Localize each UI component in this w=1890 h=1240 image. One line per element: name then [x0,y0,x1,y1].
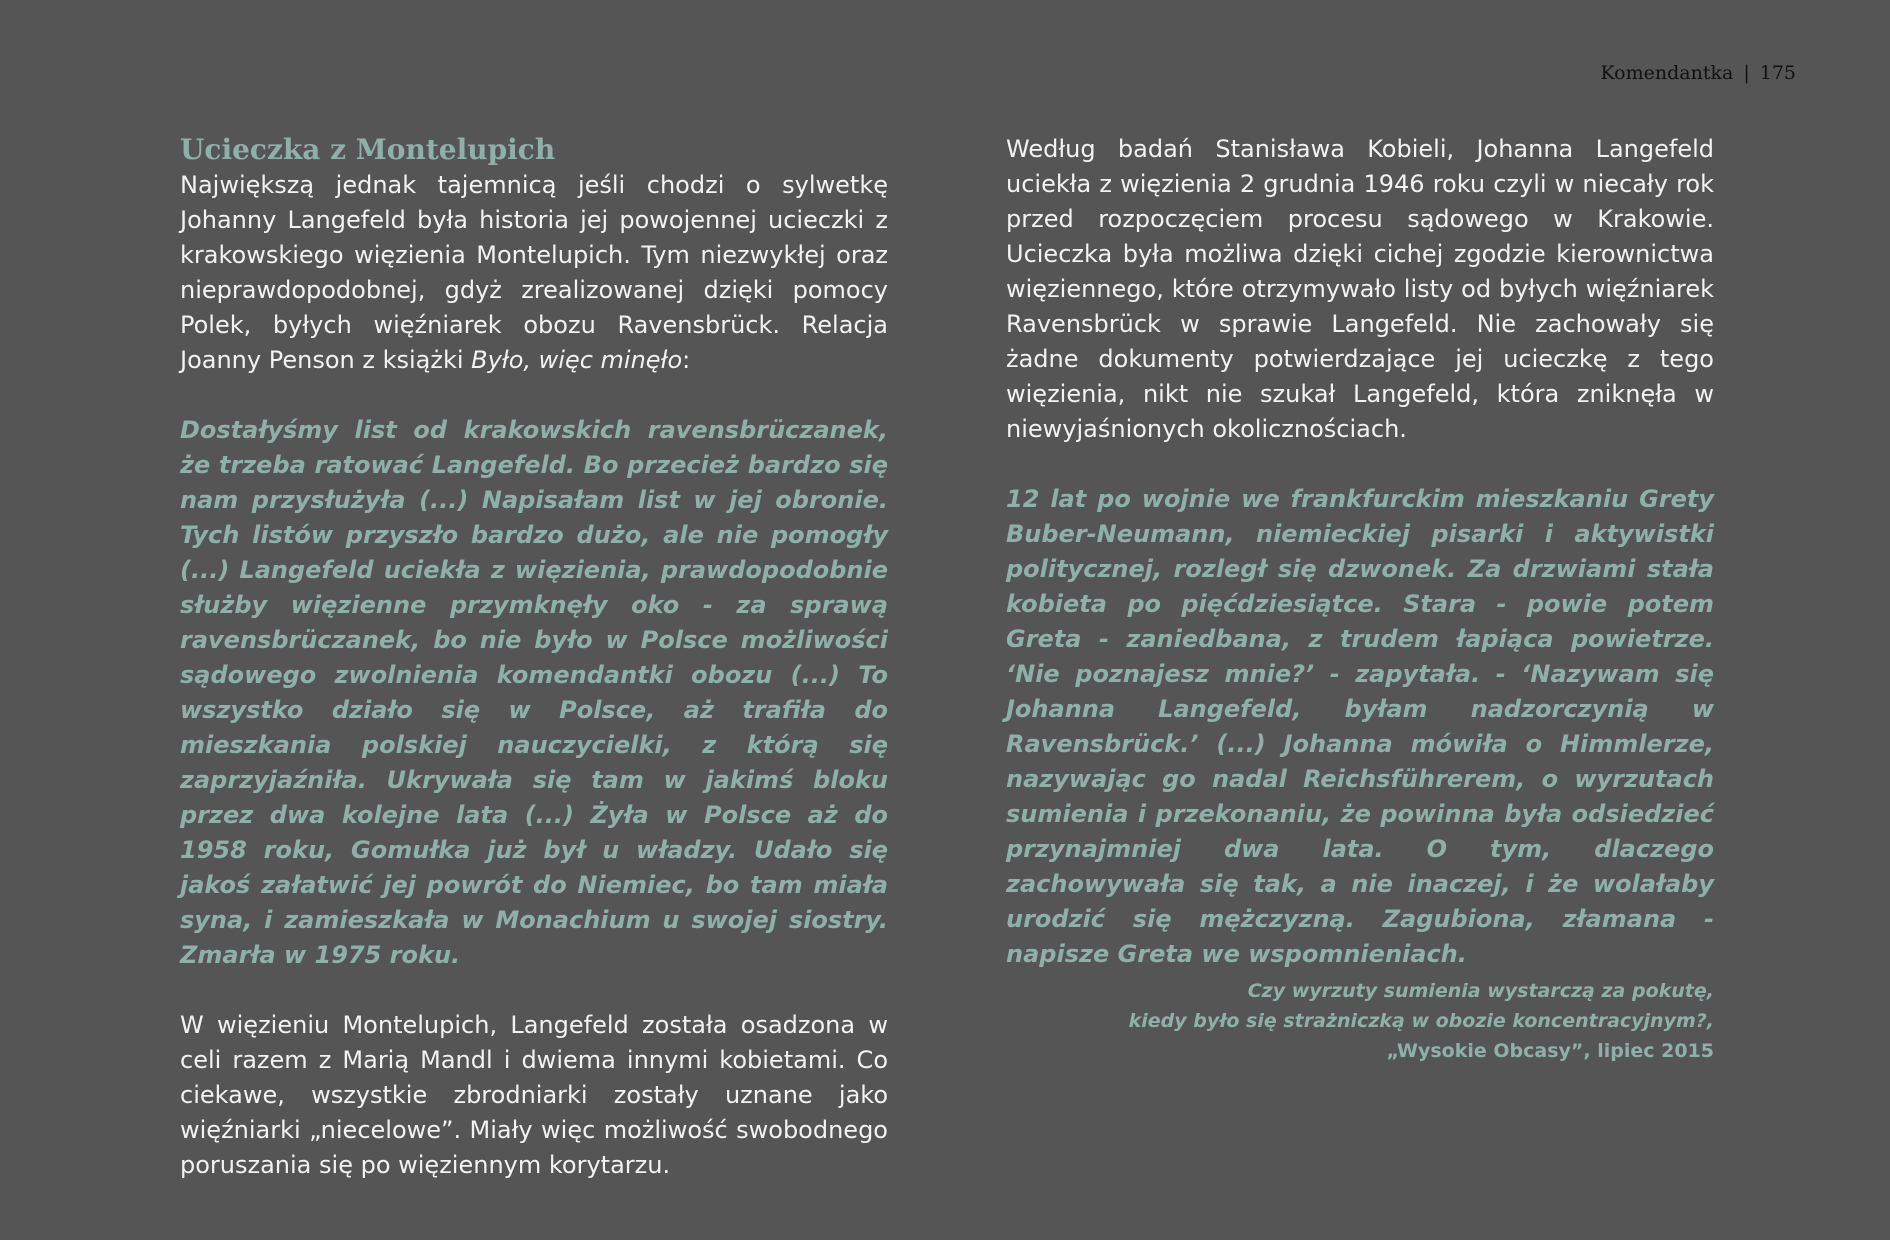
penson-quote: Dostałyśmy list od krakowskich ravensbrüczanek, że trzeba ratować Langefeld. Bo przecież bardzo się nam przysłużyła (...) Napisałam list w jej obronie. Tych listów przyszło bardzo dużo, ale nie pomogły (...) Langefeld uciekła z więzienia, prawdopodobnie służby więzienne przymknęły oko - za sprawą ravensbrüczanek, bo nie było w Polsce możliwości sądowego zwolnienia komendantki obozu (...) To wszystko działo się w Polsce, aż trafiła do mieszkania polskiej nauczycielki, z którą się zaprzyjaźniła. Ukrywała się tam w jakimś bloku przez dwa kolejne lata (...) Żyła w Polsce aż do 1958 roku, Gomułka już był u władzy. Udało się jakoś załatwić jej powrót do Niemiec, bo tam miała syna, i zamieszkała w Monachium u swojej siostry. Zmarła w 1975 roku. [180,416,888,969]
chapter-title: Komendantka [1600,62,1734,84]
source-line-1: Czy wyrzuty sumienia wystarczą za pokutę, [1247,980,1714,1002]
source-line-3: „Wysokie Obcasy”, lipiec 2015 [1386,1040,1714,1062]
quote-source [1006,976,1714,1066]
left-column [180,132,888,1183]
buber-neumann-quote: 12 lat po wojnie we frankfurckim mieszkaniu Grety Buber-Neumann, niemieckiej pisarki i aktywistki politycznej, rozległ się dzwonek. Za drzwiami stała kobieta po pięćdziesiątce. Stara - powie potem Greta - zaniedbana, z trudem łapiąca powietrze. ‘Nie poznajesz mnie?’ - zapytała. - ‘Nazywam się Johanna Langefeld, byłam nadzorczynią w Ravensbrück.’ (...) Johanna mówiła o Himmlerze, nazywając go nadal Reichsführerem, o wyrzutach sumienia i przekonaniu, że powinna była odsiedzieć przynajmniej dwa lata. O tym, dlaczego zachowywała się tak, a nie inaczej, i że wolałaby urodzić się mężczyzną. Zagubiona, złamana - napisze Greta we wspomnieniach. [1006,485,1714,968]
kobiela-paragraph: Według badań Stanisława Kobieli, Johanna Langefeld uciekła z więzienia 2 grudnia 1946 roku czyli w niecały rok przed rozpoczęciem procesu sądowego w Krakowie. Ucieczka była możliwa dzięki cichej zgodzie kierownictwa więziennego, które otrzymywało listy od byłych więźniarek Ravensbrück w sprawie Langefeld. Nie zachowały się żadne dokumenty potwierdzające jej ucieczkę z tego więzienia, nikt nie szukał Langefeld, która zniknęła w niewyjaśnionych okolicznościach. [1006,135,1714,443]
right-column [1006,132,1714,1066]
intro-text: Największą jednak tajemnicą jeśli chodzi o sylwetkę Johanny Langefeld była historia jej powojennej ucieczki z krakowskiego więzienia Montelupich. Tym niezwykłej oraz nieprawdopodobnej, gdyż zrealizowanej dzięki pomocy Polek, byłych więźniarek obozu Ravensbrück. Relacja Joanny Penson z książki [180,171,888,374]
header-separator: | [1743,62,1750,84]
running-header [1601,62,1797,84]
intro-end: : [682,346,691,374]
book-title: Było, więc minęło [471,346,683,374]
closing-paragraph: W więzieniu Montelupich, Langefeld została osadzona w celi razem z Marią Mandl i dwiema innymi kobietami. Co ciekawe, wszystkie zbrodniarki zostały uznane jako więźniarki „niecelowe”. Miały więc możliwość swobodnego poruszania się po więziennym korytarzu. [180,1011,888,1179]
section-title: Ucieczka z Montelupich [180,133,556,166]
source-line-2: kiedy było się strażniczką w obozie koncentracyjnym?, [1128,1010,1714,1032]
intro-paragraph [180,168,888,378]
page-number: 175 [1759,62,1796,84]
